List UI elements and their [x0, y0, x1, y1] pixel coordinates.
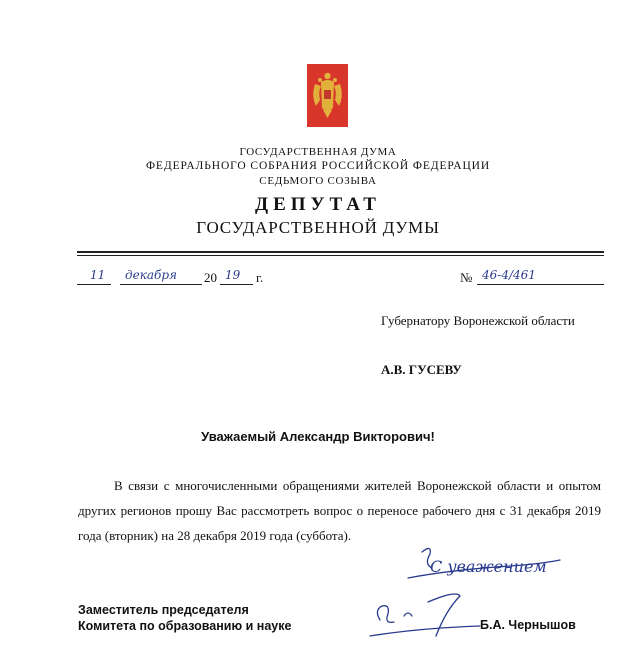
recipient-name: А.В. ГУСЕВУ	[381, 362, 462, 377]
signatory-position-line1: Заместитель председателя	[78, 603, 249, 617]
letter-body	[78, 473, 601, 548]
date-number-line	[77, 268, 604, 292]
letter-number: 46-4/461	[482, 268, 536, 282]
date-year-suffix: 19	[225, 268, 241, 282]
header-line3: СЕДЬМОГО СОЗЫВА	[259, 175, 377, 187]
date-day: 11	[90, 268, 106, 282]
body-paragraph: В связи с многочисленными обращениями жителей Воронежской области и опытом других регионов прошу Вас рассмотреть вопрос о переносе рабочего дня с 31 декабря 2019 года (вторник) на 28 декабря 2019 года (суббота).	[78, 478, 601, 543]
salutation: Уважаемый Александр Викторович!	[201, 429, 435, 444]
date-month: декабря	[125, 268, 177, 282]
signatory-name: Б.А. Чернышов	[480, 618, 576, 632]
handwritten-signature	[360, 540, 570, 650]
header-rule-thin	[77, 255, 604, 256]
recipient-title: Губернатору Воронежской области	[381, 313, 575, 328]
signature-note: С уважением	[430, 557, 547, 576]
header-line1: ГОСУДАРСТВЕННАЯ ДУМА	[239, 146, 397, 158]
header-line2: ФЕДЕРАЛЬНОГО СОБРАНИЯ РОССИЙСКОЙ ФЕДЕРАЦИИ	[145, 160, 491, 172]
date-year-prefix: 20	[204, 270, 217, 285]
coat-of-arms-emblem	[307, 64, 348, 127]
signatory-position-line2: Комитета по образованию и науке	[78, 619, 292, 633]
date-year-mark: г.	[256, 270, 264, 285]
header-title: ДЕПУТАТ	[255, 194, 381, 215]
header-subtitle: ГОСУДАРСТВЕННОЙ ДУМЫ	[196, 218, 440, 237]
number-label: №	[460, 270, 473, 285]
signatory-position	[78, 602, 291, 634]
header-rule-thick	[77, 251, 604, 253]
